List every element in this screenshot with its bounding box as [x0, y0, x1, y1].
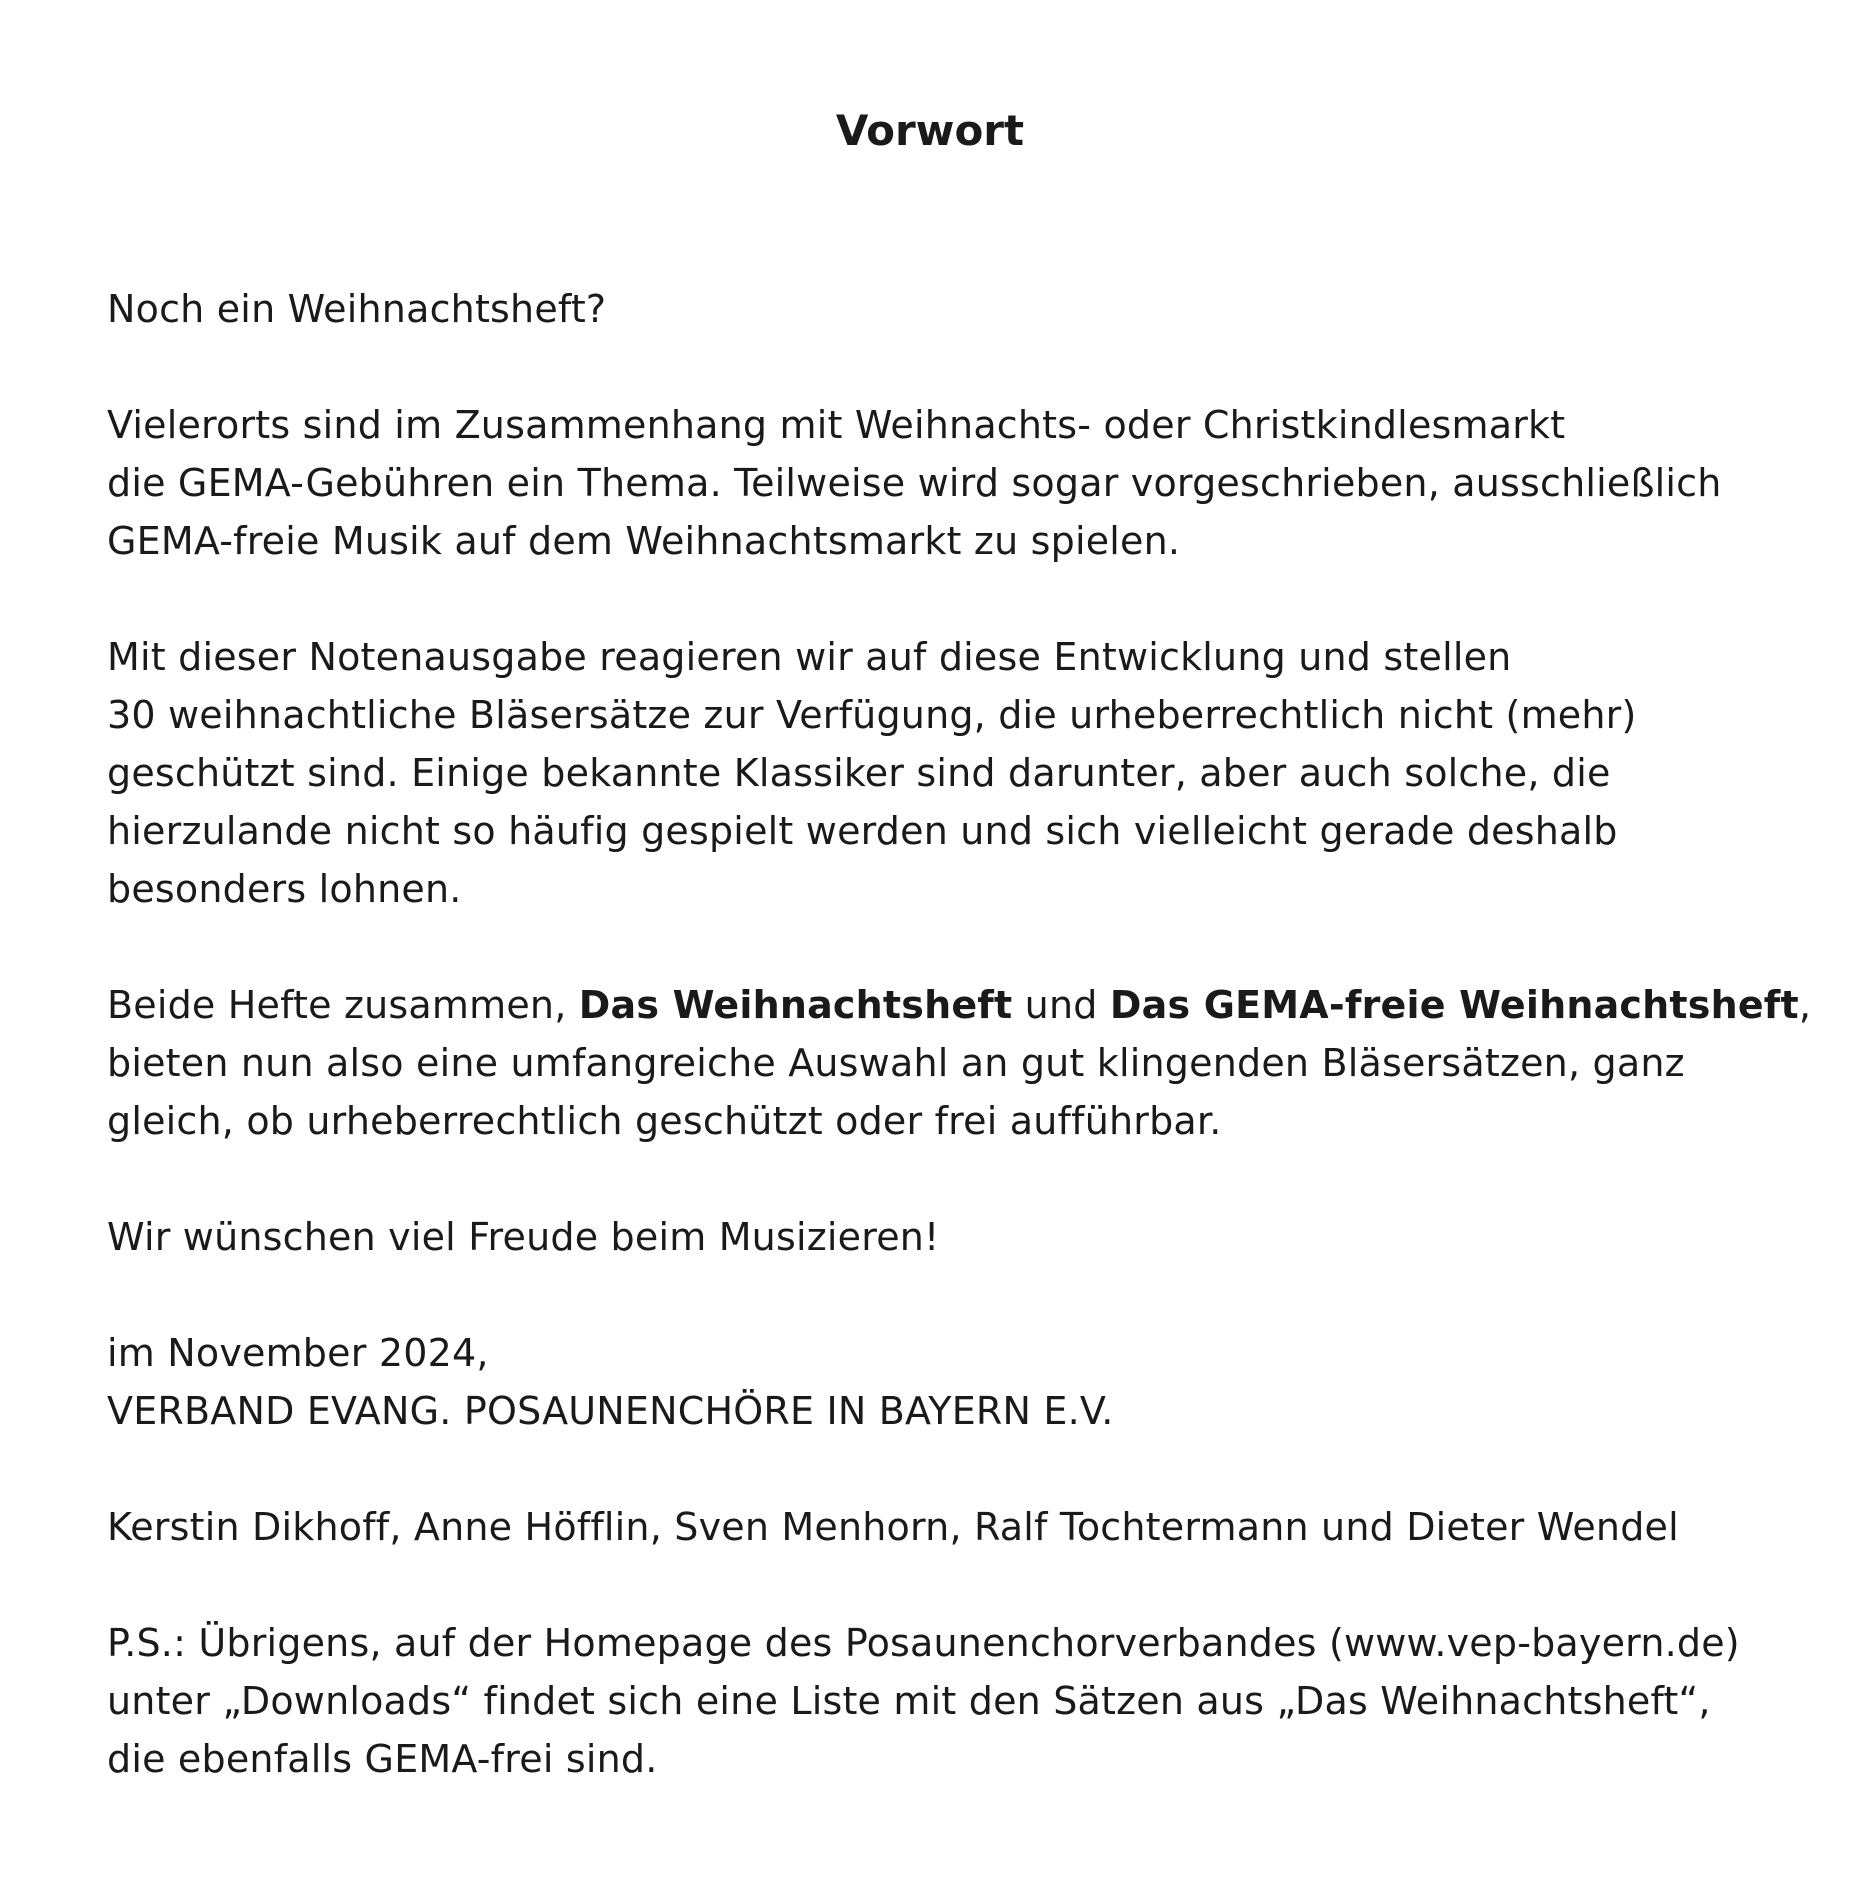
paragraph-gap: [107, 570, 1807, 628]
date-line: im November 2024,: [107, 1331, 489, 1375]
para2-line: 30 weihnachtliche Bläsersätze zur Verfügung, die urheberrechtlich nicht (mehr): [107, 693, 1637, 737]
para2-line: besonders lohnen.: [107, 867, 462, 911]
para2-line: Mit dieser Notenausgabe reagieren wir auf diese Entwicklung und stellen: [107, 635, 1512, 679]
paragraph-gap: [107, 918, 1807, 976]
book-title-gema-freie: Das GEMA-freie Weihnachtsheft: [1109, 983, 1799, 1027]
intro-question: Noch ein Weihnachtsheft?: [107, 287, 607, 331]
authors-line: Kerstin Dikhoff, Anne Höfflin, Sven Menhorn, Ralf Tochtermann und Dieter Wendel: [107, 1505, 1679, 1549]
para2-line: hierzulande nicht so häufig gespielt werden und sich vielleicht gerade deshalb: [107, 809, 1618, 853]
para3-line: bieten nun also eine umfangreiche Auswahl an gut klingenden Bläsersätzen, ganz: [107, 1041, 1685, 1085]
paragraph-gap: [107, 1266, 1807, 1324]
para1-line: GEMA-freie Musik auf dem Weihnachtsmarkt zu spielen.: [107, 519, 1181, 563]
paragraph-gap: [107, 1440, 1807, 1498]
book-title-weihnachtsheft: Das Weihnachtsheft: [578, 983, 1013, 1027]
page-title: Vorwort: [835, 106, 1025, 155]
para2-line: geschützt sind. Einige bekannte Klassiker sind darunter, aber auch solche, die: [107, 751, 1611, 795]
paragraph-gap: [107, 1150, 1807, 1208]
paragraph-gap: [107, 1556, 1807, 1614]
organization-name: VERBAND EVANG. POSAUNENCHÖRE IN BAYERN E.V.: [107, 1389, 1114, 1433]
closing-wish: Wir wünschen viel Freude beim Musizieren!: [107, 1215, 940, 1259]
para3-suffix: ,: [1798, 983, 1812, 1027]
para3-prefix: Beide Hefte zusammen,: [107, 983, 579, 1027]
para3-middle: und: [1012, 983, 1110, 1027]
postscript-line: unter „Downloads“ findet sich eine Liste mit den Sätzen aus „Das Weihnachtsheft“,: [107, 1679, 1711, 1723]
para1-line: die GEMA-Gebühren ein Thema. Teilweise wird sogar vorgeschrieben, ausschließlich: [107, 461, 1722, 505]
para3-line: gleich, ob urheberrechtlich geschützt oder frei aufführbar.: [107, 1099, 1222, 1143]
postscript-line: P.S.: Übrigens, auf der Homepage des Posaunenchorverbandes (www.vep-bayern.de): [107, 1621, 1740, 1665]
para1-line: Vielerorts sind im Zusammenhang mit Weihnachts- oder Christkindlesmarkt: [107, 403, 1566, 447]
postscript-line: die ebenfalls GEMA-frei sind.: [107, 1737, 658, 1781]
paragraph-gap: [107, 338, 1807, 396]
foreword-body: [107, 280, 1812, 1788]
para3-line: [107, 976, 1812, 1034]
